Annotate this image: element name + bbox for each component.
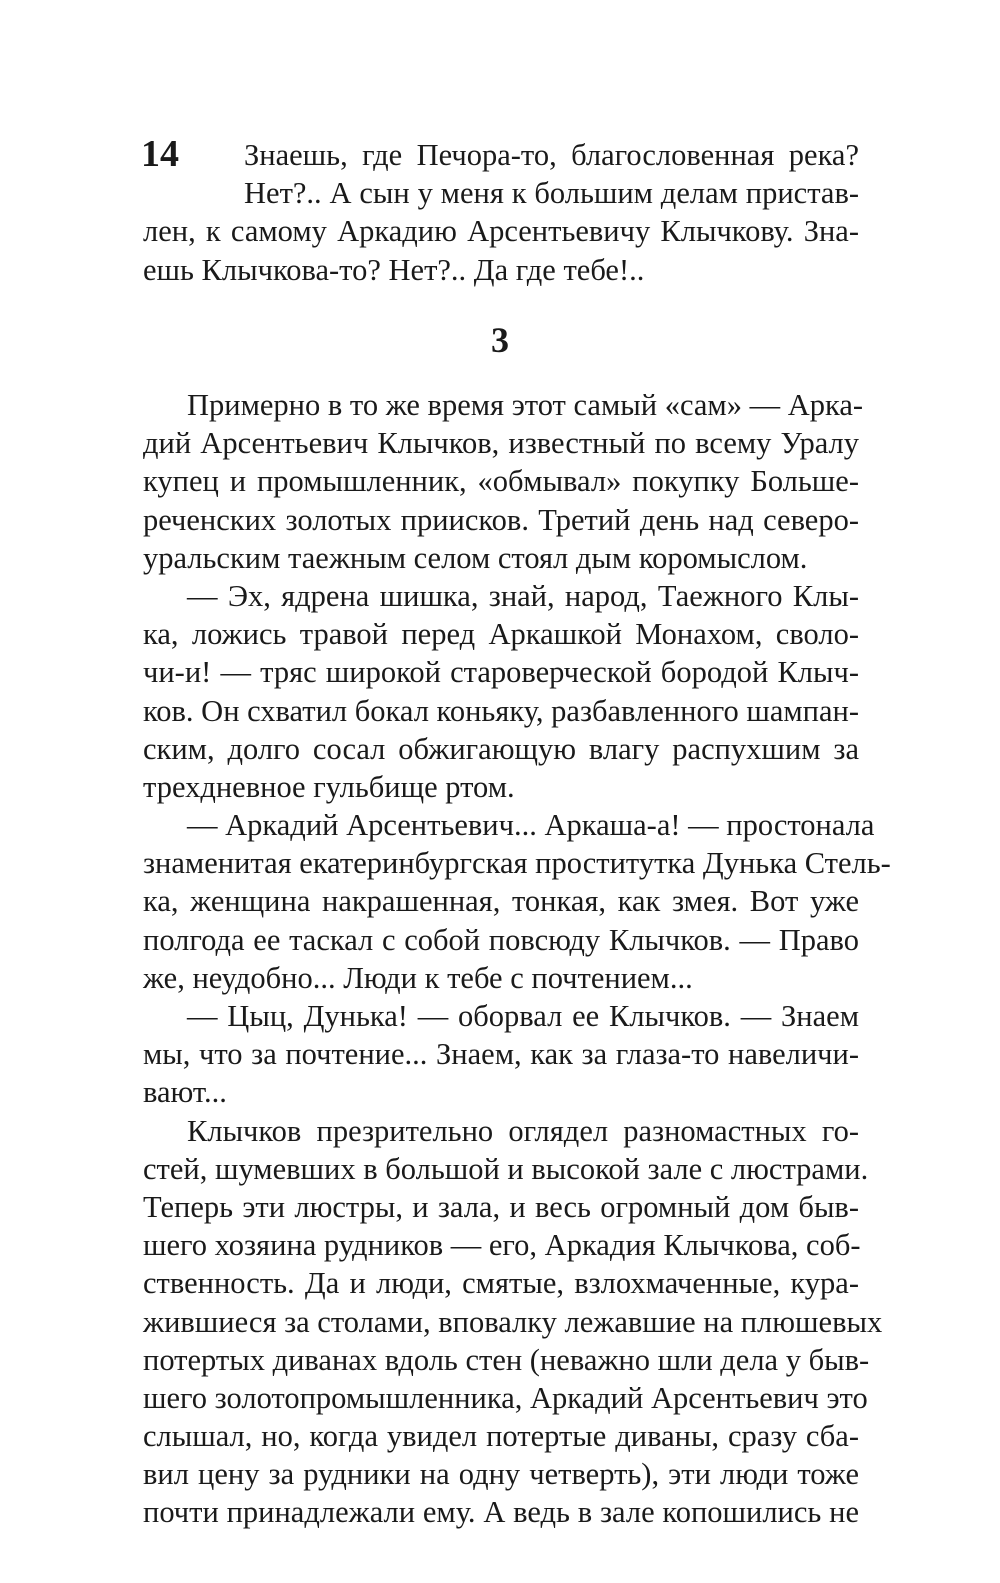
text-line: знаменитая екатеринбургская проститутка Дунька Стель-	[143, 846, 891, 881]
text-line: уральским таежным селом стоял дым коромыслом.	[143, 540, 808, 575]
text-line: чи-и! — тряс широкой староверческой бородой Клыч-	[143, 655, 859, 690]
text-line: вают...	[143, 1075, 227, 1110]
text-line: — Аркадий Арсентьевич... Аркаша-а! — простонала	[187, 808, 875, 843]
text-line: реченских золотых приисков. Третий день над северо-	[143, 502, 859, 537]
text-line: — Эх, ядрена шишка, знай, народ, Таежного Клы-	[187, 578, 859, 613]
text-line: ственность. Да и люди, смятые, взлохмаченные, кура-	[143, 1266, 859, 1301]
top-paragraph	[141, 133, 859, 289]
text-line: лен, к самому Аркадию Арсентьевичу Клычкову. Зна-	[143, 214, 859, 249]
page-number: 14	[141, 133, 179, 175]
text-line: слышал, но, когда увидел потертые диваны, сразу сба-	[143, 1419, 859, 1454]
text-line: стей, шумевших в большой и высокой зале с люстрами.	[143, 1151, 869, 1186]
text-line: почти принадлежали ему. А ведь в зале копошились не	[143, 1495, 859, 1530]
text-line: Клычков презрительно оглядел разномастных го-	[187, 1113, 859, 1148]
text-line: ка, ложись травой перед Аркашкой Монахом, сволo-	[143, 617, 859, 652]
text-line: — Цыц, Дунька! — оборвал ее Клычков. — Знаем	[187, 999, 859, 1033]
text-line: дий Арсентьевич Клычков, известный по всему Уралу	[143, 426, 859, 461]
text-line: Знаешь, где Печора-то, благословенная река?	[244, 138, 859, 172]
text-line: ским, долго сосал обжигающую влагу распухшим за	[143, 731, 859, 766]
text-line: вил цену за рудники на одну четверть), эти люди тоже	[143, 1457, 859, 1492]
text-line: жившиеся за столами, вповалку лежавшие на плюшевых	[143, 1304, 883, 1339]
chapter-number: 3	[491, 320, 509, 360]
text-line: мы, что за почтение... Знаем, как за глаза-то навеличи-	[143, 1037, 859, 1072]
text-line: ешь Клычкова-то? Нет?.. Да где тебе!..	[143, 252, 645, 287]
text-line: купец и промышленник, «обмывал» покупку Больше-	[143, 464, 859, 499]
text-line: Примерно в то же время этот самый «сам» — Арка-	[187, 388, 864, 422]
text-line: ка, женщина накрашенная, тонкая, как змея. Вот уже	[143, 884, 859, 919]
text-line: потертых диванах вдоль стен (неважно шли дела у быв-	[143, 1342, 870, 1377]
text-line: полгода ее таскал с собой повсюду Клычков. — Право	[143, 922, 859, 957]
text-line: же, неудобно... Люди к тебе с почтением...	[143, 960, 693, 995]
text-line: ков. Он схватил бокал коньяку, разбавленного шампан-	[143, 693, 859, 728]
text-line: Теперь эти люстры, и зала, и весь огромный дом быв-	[143, 1189, 859, 1224]
main-text	[143, 386, 891, 1532]
text-line: шего золотопромышленника, Аркадий Арсентьевич это	[143, 1380, 868, 1415]
text-line: шего хозяина рудников — его, Аркадия Клычкова, соб-	[143, 1228, 861, 1263]
text-line: трехдневное гульбище ртом.	[143, 769, 515, 804]
text-line: Нет?.. А сын у меня к большим делам пристав-	[244, 176, 859, 211]
